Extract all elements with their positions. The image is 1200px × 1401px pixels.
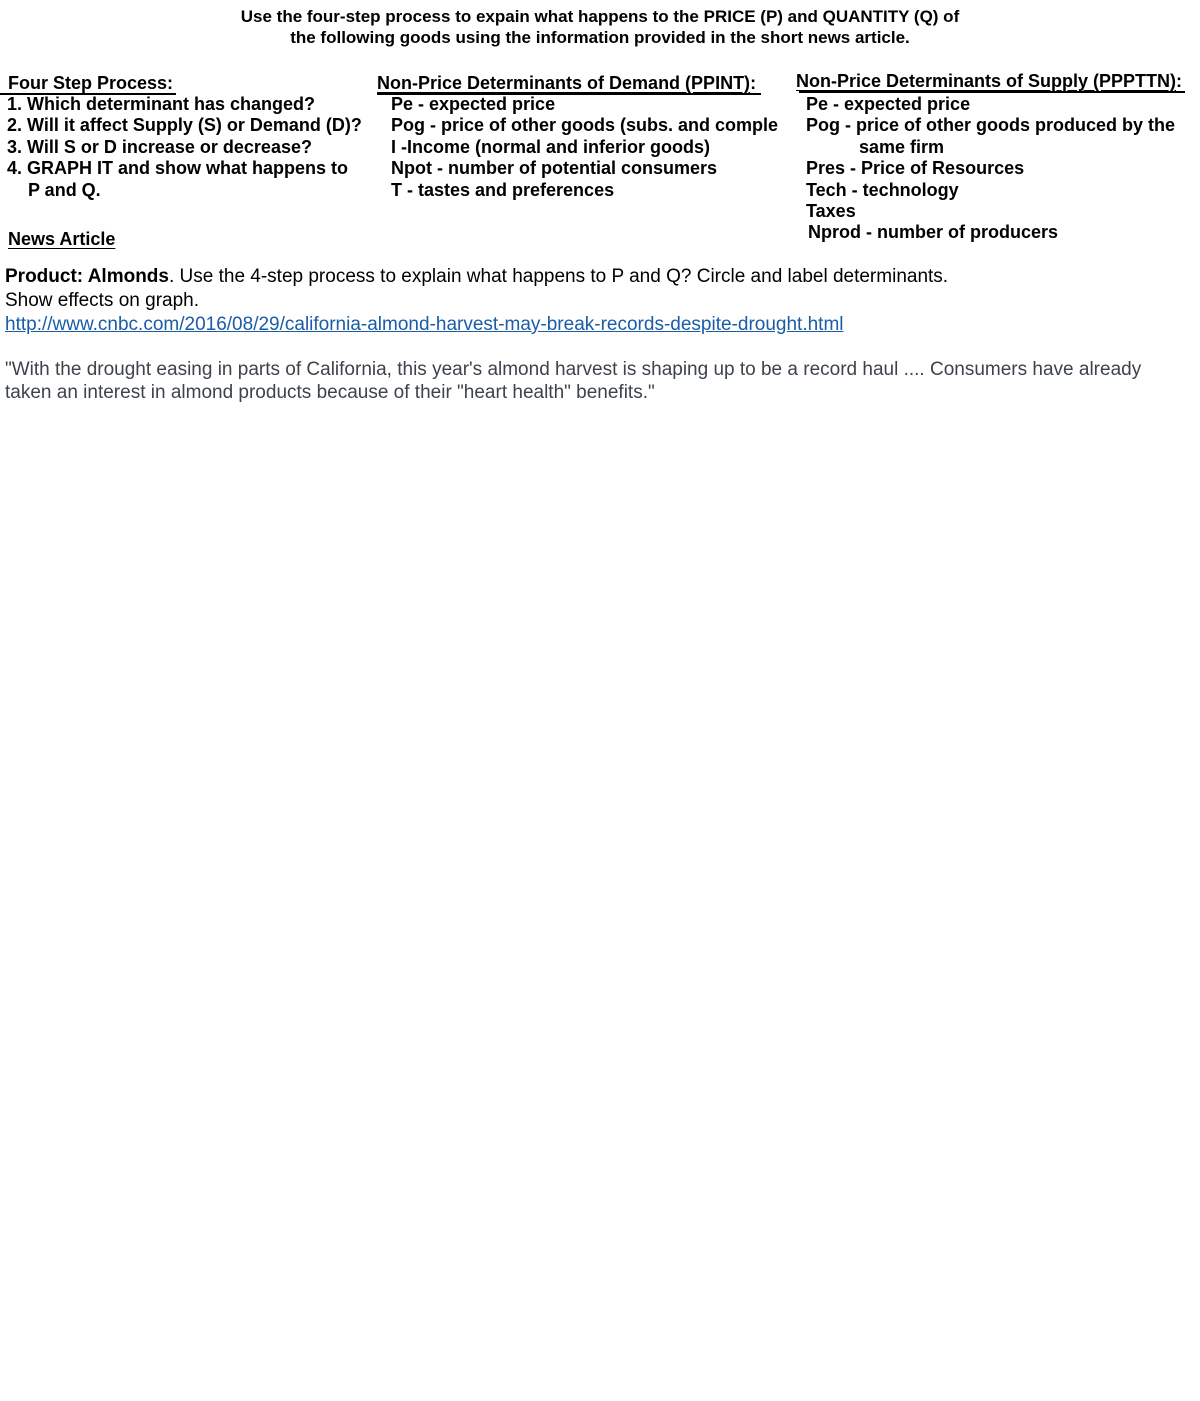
step-item: 4. GRAPH IT and show what happens to [7, 158, 349, 179]
quote-line-2: taken an interest in almond products because of their "heart health" benefits." [5, 382, 655, 403]
demand-item: Pog - price of other goods (subs. and comple [391, 115, 779, 136]
instructions-header [0, 6, 1200, 48]
supply-item: Pe - expected price [806, 94, 971, 114]
supply-item: Nprod - number of producers [808, 222, 1059, 243]
four-step-list [7, 94, 362, 201]
product-prompt [5, 265, 948, 313]
supply-item: Pres - Price of Resources [806, 158, 1025, 179]
product-prompt-line-1 [5, 265, 948, 289]
product-label: Product: [5, 266, 88, 287]
demand-list [391, 94, 778, 201]
four-step-title: Four Step Process: [8, 73, 174, 93]
supply-list [806, 94, 1175, 244]
supply-item: Taxes [806, 201, 856, 222]
demand-item: Npot - number of potential consumers [391, 158, 718, 179]
demand-item: Pe - expected price [391, 94, 556, 114]
supply-item: Tech - technology [806, 179, 959, 200]
demand-item: T - tastes and preferences [391, 179, 615, 200]
product-name: Almonds [87, 266, 169, 287]
step-item: 1. Which determinant has changed? [7, 94, 316, 114]
supply-item-continuation: same firm [859, 136, 945, 157]
instructions-line-2: the following goods using the information provided in the short news article. [290, 28, 910, 47]
supply-item: Pog - price of other goods produced by the [806, 115, 1176, 136]
quote-line-1: "With the drought easing in parts of California, this year's almond harvest is shaping up to be a record haul .... Consumers have already [5, 359, 1142, 380]
article-quote [5, 358, 1197, 404]
demand-item: I -Income (normal and inferior goods) [391, 136, 711, 157]
supply-title: Non-Price Determinants of Supply (PPPTTN): [796, 71, 1183, 91]
step-item: 3. Will S or D increase or decrease? [7, 136, 312, 157]
demand-list-clip [391, 94, 794, 204]
news-article-title: News Article [8, 229, 116, 249]
product-prompt-line-2: Show effects on graph. [5, 290, 199, 311]
demand-title: Non-Price Determinants of Demand (PPINT): [377, 73, 757, 93]
step-item-continuation: P and Q. [28, 179, 101, 200]
supply-underline [799, 91, 1185, 93]
article-link[interactable]: http://www.cnbc.com/2016/08/29/california-almond-harvest-may-break-records-despite-drought.html [5, 314, 844, 335]
product-instructions: . Use the 4-step process to explain what happens to P and Q? Circle and label determinants. [168, 266, 949, 287]
step-item: 2. Will it affect Supply (S) or Demand (D)? [7, 115, 362, 136]
instructions-line-1: Use the four-step process to expain what happens to the PRICE (P) and QUANTITY (Q) of [240, 7, 960, 26]
